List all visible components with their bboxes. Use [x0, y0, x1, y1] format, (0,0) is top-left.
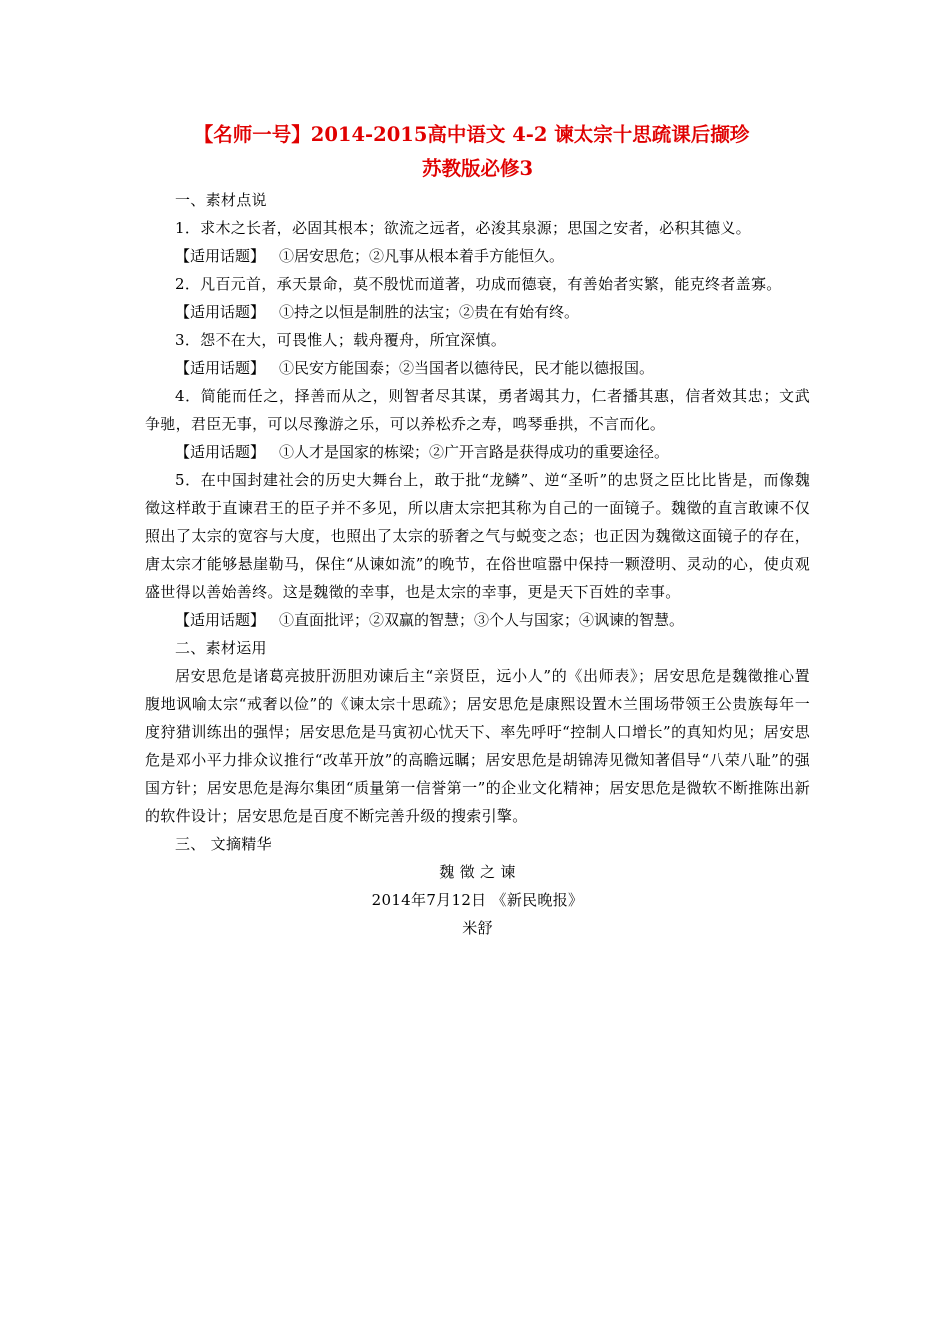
- topic-text: ①居安思危；②凡事从根本着手方能恒久。: [279, 247, 565, 265]
- material-item-5: 5．在中国封建社会的历史大舞台上，敢于批“龙鳞”、逆“圣听”的忠贤之臣比比皆是，而像魏徵这样敢于直谏君王的臣子并不多见，所以唐太宗把其称为自己的一面镜子。魏徵的直言敢谏不仅照出了太宗的宽容与大度，也照出了太宗的骄奢之气与蜕变之态；也正因为魏徵这面镜子的存在，唐太宗才能够悬崖勒马，保住“从谏如流”的晚节，在俗世喧嚣中保持一颗澄明、灵动的心，使贞观盛世得以善始善终。这是魏徵的幸事，也是太宗的幸事，更是天下百姓的幸事。: [145, 471, 810, 601]
- section-heading-3: 三、 文摘精华: [175, 835, 272, 853]
- article-author: 米舒: [462, 919, 493, 937]
- document-page: [145, 118, 810, 942]
- topic-label: 【适用话题】: [175, 247, 266, 265]
- topic-label: 【适用话题】: [175, 359, 266, 377]
- topic-line-3: [145, 354, 810, 382]
- section-heading-1: 一、素材点说: [175, 191, 267, 209]
- topic-text: ①人才是国家的栋梁；②广开言路是获得成功的重要途径。: [279, 443, 670, 461]
- article-title: 魏 徵 之 谏: [439, 863, 516, 881]
- topic-line-5: [145, 606, 810, 634]
- material-item-4: 4．简能而任之，择善而从之，则智者尽其谋，勇者竭其力，仁者播其惠，信者效其忠；文武争驰，君臣无事，可以尽豫游之乐，可以养松乔之寿，鸣琴垂拱，不言而化。: [145, 387, 810, 433]
- section-heading-2: 二、素材运用: [175, 639, 267, 657]
- material-item-3: 3．怨不在大，可畏惟人；载舟覆舟，所宜深慎。: [175, 331, 507, 349]
- material-item-2: 2．凡百元首，承天景命，莫不殷忧而道著，功成而德衰，有善始者实繁，能克终者盖寡。: [175, 275, 782, 293]
- document-title-line1: 【名师一号】2014-2015高中语文 4-2 谏太宗十思疏课后撷珍: [193, 123, 750, 146]
- document-title-line2: 苏教版必修3: [421, 157, 534, 180]
- topic-line-2: [145, 298, 810, 326]
- topic-line-1: [145, 242, 810, 270]
- topic-label: 【适用话题】: [175, 611, 266, 629]
- topic-label: 【适用话题】: [175, 303, 266, 321]
- topic-text: ①持之以恒是制胜的法宝；②贵在有始有终。: [279, 303, 580, 321]
- topic-line-4: [145, 438, 810, 466]
- topic-text: ①民安方能国泰；②当国者以德待民，民才能以德报国。: [279, 359, 655, 377]
- article-date: 2014年7月12日 《新民晚报》: [371, 891, 584, 909]
- topic-label: 【适用话题】: [175, 443, 266, 461]
- material-usage-paragraph: 居安思危是诸葛亮披肝沥胆劝谏后主“亲贤臣，远小人”的《出师表》；居安思危是魏徵推心置腹地讽喻太宗“戒奢以俭”的《谏太宗十思疏》；居安思危是康熙设置木兰围场带领王公贵族每年一度狩猎训练出的强悍；居安思危是马寅初心忧天下、率先呼吁“控制人口增长”的真知灼见；居安思危是邓小平力排众议推行“改革开放”的高瞻远瞩；居安思危是胡锦涛见微知著倡导“八荣八耻”的强国方针；居安思危是海尔集团“质量第一信誉第一”的企业文化精神；居安思危是微软不断推陈出新的软件设计；居安思危是百度不断完善升级的搜索引擎。: [145, 667, 810, 825]
- topic-text: ①直面批评；②双赢的智慧；③个人与国家；④讽谏的智慧。: [279, 611, 685, 629]
- material-item-1: 1．求木之长者，必固其根本；欲流之远者，必浚其泉源；思国之安者，必积其德义。: [175, 219, 751, 237]
